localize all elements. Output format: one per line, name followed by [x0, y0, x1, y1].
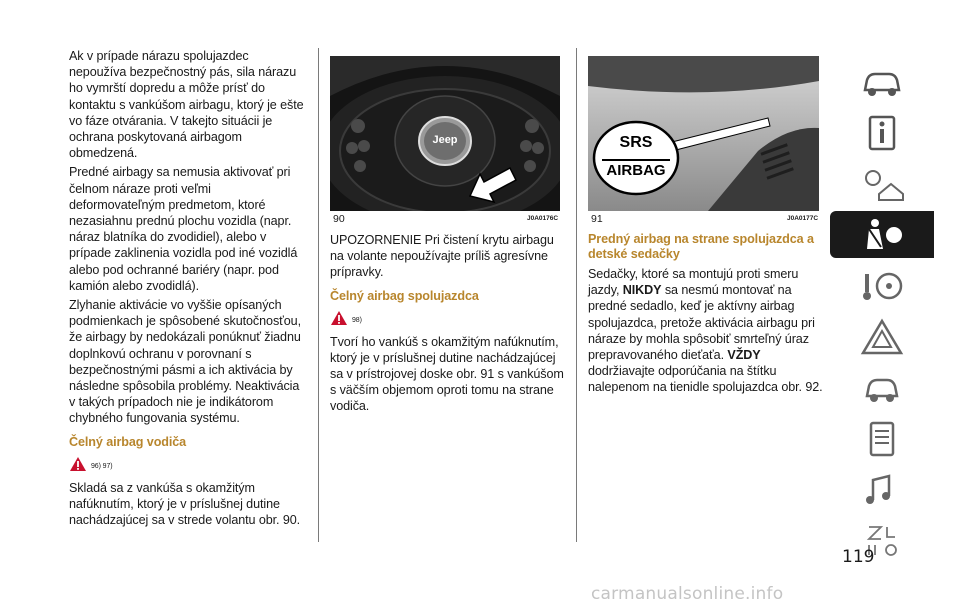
tab-multimedia[interactable]: [830, 466, 934, 513]
paragraph: Tvorí ho vankúš s okamžitým nafúknutím, ktorý je v príslušnej dutine nachádzajúcej sa v prístrojovej doske obr. 91 s vankúšom s väčším objemom oproti tomu na strane vodiča.: [330, 334, 564, 414]
section-heading-driver-airbag: Čelný airbag vodiča: [69, 434, 187, 449]
warning-lights-icon: [857, 164, 907, 204]
section-heading-child-seats: Predný airbag na strane spolujazdca a detské sedačky: [588, 232, 814, 261]
tab-car-info[interactable]: [830, 58, 934, 105]
airbag-label: AIRBAG: [606, 162, 666, 179]
tab-specifications[interactable]: [830, 415, 934, 462]
tab-ignition-steering[interactable]: [830, 262, 934, 309]
column-divider: [318, 48, 319, 542]
tab-info-booklet[interactable]: [830, 109, 934, 156]
figure-steering-wheel-photo: [330, 56, 560, 211]
watermark: carmanualsonline.info: [591, 584, 784, 604]
airbag-seatbelt-icon: [857, 215, 907, 255]
jeep-badge-text: Jeep: [432, 134, 458, 146]
paragraph: [588, 266, 824, 396]
warning-triangle-icon: [69, 456, 87, 472]
tab-airbag-seatbelt[interactable]: [830, 211, 934, 258]
column-1: [69, 48, 305, 531]
emphasis-never: NIKDY: [622, 283, 662, 298]
tab-maintenance[interactable]: [830, 364, 934, 411]
car-info-icon: [857, 62, 907, 102]
maintenance-car-icon: [857, 368, 907, 408]
figure-number: 91: [591, 213, 603, 225]
column-2: [330, 232, 566, 418]
tab-warning-lights[interactable]: [830, 160, 934, 207]
page-number: 119: [842, 547, 875, 567]
text-run: sa nesmú montovať na predné sedadlo, keď je aktívny airbag spolujazdca, pretože aktivácia airbagu pri náraze by mohla spôsobiť smrteľný úraz prepravovaného dieťaťa.: [588, 283, 815, 363]
warning-reference: [330, 308, 566, 328]
warning-numbers: 98): [352, 316, 362, 324]
column-3: [588, 232, 824, 399]
figure-code: J0A0176C: [527, 215, 559, 222]
paragraph: Ak v prípade nárazu spolujazdec nepoužíva bezpečnostný pás, sila nárazu ho vymrští dopredu a môže prísť do kontaktu s vankúšom airbagu, ktorý je ešte vo fáze otvárania. V takejto situácii je ochrana poskytovaná airbagom obmedzená.: [69, 49, 304, 161]
text-run: dodržiavajte odporúčania na štítku nalepenom na tienidle spolujazdca obr. 92.: [588, 364, 823, 395]
paragraph: UPOZORNENIE Pri čistení krytu airbagu na volante nepoužívajte príliš agresívne prípravky.: [330, 233, 554, 280]
info-booklet-icon: [857, 113, 907, 153]
figure-number: 90: [333, 213, 345, 225]
paragraph: Zlyhanie aktivácie vo vyššie opísaných podmienkach je spôsobené skutočnosťou, že airbagy by nedokázali ponúknuť žiadnu doplnkovú ochranu v porovnaní s bezpečnostnými pásmi a ich aktivácia by následne spôsobila problémy. Neaktivácia v takých prípadoch nie je indikátorom chybného fungovania systému.: [69, 298, 301, 426]
chapter-tabs: [830, 58, 934, 568]
warning-reference: [69, 454, 305, 474]
paragraph: Skladá sa z vankúša s okamžitým nafúknutím, ktorý je v príslušnej dutine nachádzajúcej sa v strede volantu obr. 90.: [69, 480, 301, 528]
ignition-steering-icon: [857, 266, 907, 306]
warning-triangle-icon: [330, 310, 348, 326]
emphasis-always: VŽDY: [727, 348, 761, 363]
multimedia-icon: [857, 470, 907, 510]
emergency-triangle-icon: [857, 317, 907, 357]
tab-emergency[interactable]: [830, 313, 934, 360]
specifications-icon: [857, 419, 907, 459]
figure-code: J0A0177C: [787, 215, 819, 222]
section-heading-passenger-airbag: Čelný airbag spolujazdca: [330, 288, 479, 303]
text-run: Sedačky, ktoré sa montujú proti smeru jazdy,: [588, 267, 799, 298]
column-divider: [576, 48, 577, 542]
figure-dashboard-airbag-photo: [588, 56, 819, 211]
srs-label: SRS: [619, 134, 653, 151]
warning-numbers: 96) 97): [91, 462, 113, 470]
paragraph: Predné airbagy sa nemusia aktivovať pri čelnom náraze proti veľmi deformovateľným predmetom, ktoré nezasiahnu prednú plochu vozidla (napr. náraz blatníka do zvodidiel), alebo v prípade zaklinenia vozidla pod iné vozidlá alebo pod ochranné bariéry (napr. pod kamión alebo zvodidlá).: [69, 165, 298, 293]
